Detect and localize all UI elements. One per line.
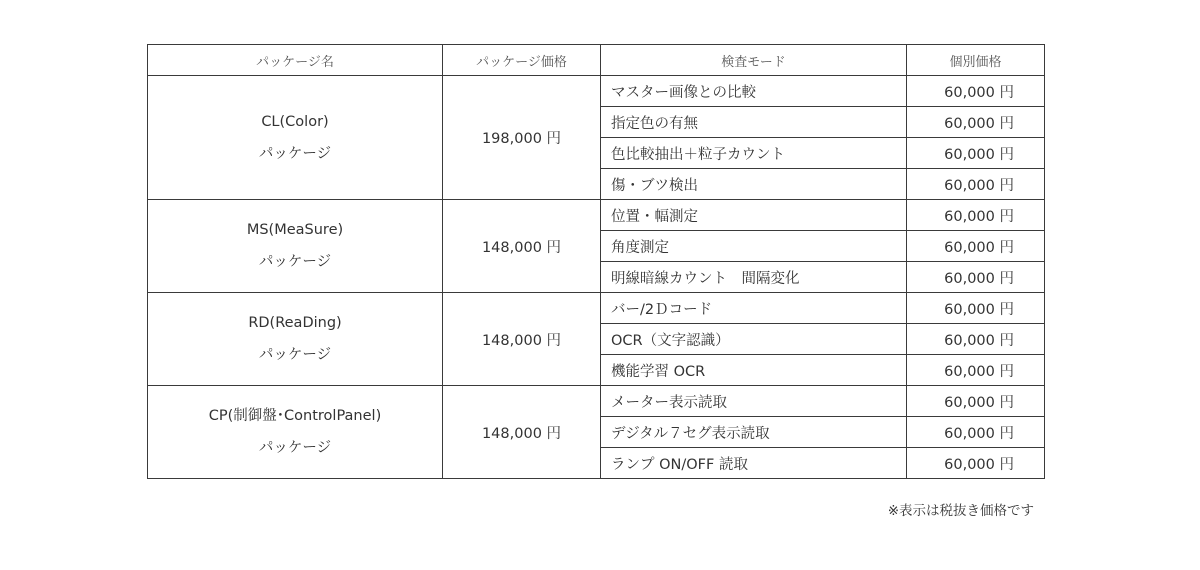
package-price: 148,000 円 xyxy=(443,293,601,386)
package-name: RD(ReaDing) xyxy=(248,315,342,331)
inspection-mode: 明線暗線カウント 間隔変化 xyxy=(601,262,907,293)
package-suffix: パッケージ xyxy=(258,254,332,270)
individual-price: 60,000 円 xyxy=(907,417,1045,448)
individual-price: 60,000 円 xyxy=(907,138,1045,169)
package-price: 148,000 円 xyxy=(443,200,601,293)
individual-price: 60,000 円 xyxy=(907,262,1045,293)
individual-price: 60,000 円 xyxy=(907,386,1045,417)
inspection-mode: デジタル７セグ表示読取 xyxy=(601,417,907,448)
individual-price: 60,000 円 xyxy=(907,293,1045,324)
individual-price: 60,000 円 xyxy=(907,107,1045,138)
table-row xyxy=(148,386,1045,417)
individual-price: 60,000 円 xyxy=(907,448,1045,479)
inspection-mode: OCR（文字認識） xyxy=(601,324,907,355)
package-suffix: パッケージ xyxy=(258,347,332,363)
tax-note: ※表示は税抜き価格です xyxy=(887,503,1034,519)
package-price: 198,000 円 xyxy=(443,76,601,200)
individual-price: 60,000 円 xyxy=(907,200,1045,231)
package-name-cell xyxy=(148,386,443,479)
package-name-cell xyxy=(148,200,443,293)
inspection-mode: 指定色の有無 xyxy=(601,107,907,138)
individual-price: 60,000 円 xyxy=(907,169,1045,200)
inspection-mode: バー/2Ｄコード xyxy=(601,293,907,324)
header-inspection-mode: 検査モード xyxy=(601,45,907,76)
header-package-price: パッケージ価格 xyxy=(443,45,601,76)
package-suffix: パッケージ xyxy=(258,440,332,456)
individual-price: 60,000 円 xyxy=(907,355,1045,386)
inspection-mode: 機能学習 OCR xyxy=(601,355,907,386)
package-price-table xyxy=(147,44,1045,479)
table-header-row xyxy=(148,45,1045,76)
package-name-cell xyxy=(148,76,443,200)
inspection-mode: 位置・幅測定 xyxy=(601,200,907,231)
package-name: MS(MeaSure) xyxy=(246,222,344,238)
package-name-cell xyxy=(148,293,443,386)
inspection-mode: メーター表示読取 xyxy=(601,386,907,417)
package-suffix: パッケージ xyxy=(258,145,332,162)
header-individual-price: 個別価格 xyxy=(907,45,1045,76)
package-name: CP(制御盤･ControlPanel) xyxy=(208,408,382,424)
package-price: 148,000 円 xyxy=(443,386,601,479)
header-package-name: パッケージ名 xyxy=(148,45,443,76)
inspection-mode: 角度測定 xyxy=(601,231,907,262)
table-row xyxy=(148,76,1045,107)
inspection-mode: 色比較抽出＋粒子カウント xyxy=(601,138,907,169)
table-row xyxy=(148,200,1045,231)
table-row xyxy=(148,293,1045,324)
individual-price: 60,000 円 xyxy=(907,76,1045,107)
package-name: CL(Color) xyxy=(261,113,329,130)
inspection-mode: 傷・ブツ検出 xyxy=(601,169,907,200)
individual-price: 60,000 円 xyxy=(907,324,1045,355)
individual-price: 60,000 円 xyxy=(907,231,1045,262)
inspection-mode: ランプ ON/OFF 読取 xyxy=(601,448,907,479)
inspection-mode: マスター画像との比較 xyxy=(601,76,907,107)
